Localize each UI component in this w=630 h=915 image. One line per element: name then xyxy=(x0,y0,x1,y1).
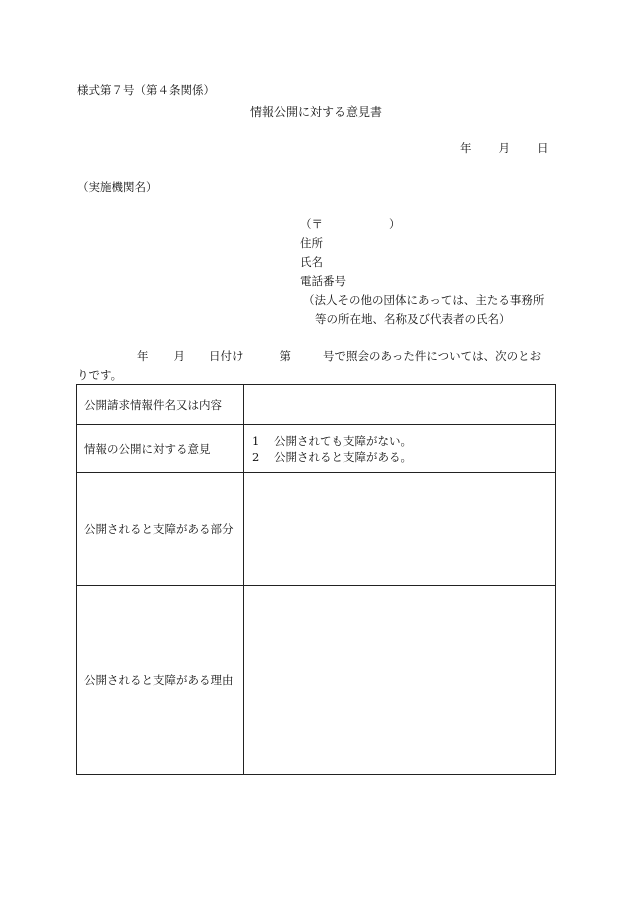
table-row-hindrance-reason xyxy=(77,586,556,775)
option-number: 1 xyxy=(252,433,260,448)
phone-field[interactable]: 電話番号 xyxy=(300,274,346,288)
address-field[interactable]: 住所 xyxy=(300,236,323,250)
ref-year: 年 xyxy=(137,349,149,363)
form-number: 様式第７号（第４条関係） xyxy=(77,83,215,97)
date-line xyxy=(460,143,549,155)
opinion-table xyxy=(76,384,556,775)
opinion-label: 情報の公開に対する意見 xyxy=(77,425,244,473)
date-year-label: 年 xyxy=(460,141,472,155)
subject-label: 公開請求情報件名又は内容 xyxy=(77,385,244,425)
option-number: 2 xyxy=(252,449,260,464)
ref-line1-rest: 号で照会のあった件については、次のとお xyxy=(323,349,542,363)
ref-number-prefix: 第 xyxy=(279,349,291,363)
postal-code-field[interactable] xyxy=(300,219,401,231)
hindrance-part-input[interactable] xyxy=(244,473,556,586)
name-field[interactable]: 氏名 xyxy=(300,255,323,269)
ref-day: 日付け xyxy=(209,349,244,363)
option-text: 公開されても支障がない。 xyxy=(274,433,412,448)
subject-input[interactable] xyxy=(244,385,556,425)
hindrance-part-label: 公開されると支障がある部分 xyxy=(77,473,244,586)
hindrance-reason-label: 公開されると支障がある理由 xyxy=(77,586,244,775)
option-no-hindrance[interactable] xyxy=(252,433,555,449)
opinion-options xyxy=(244,425,556,473)
document-title: 情報公開に対する意見書 xyxy=(250,105,383,119)
date-day-label: 日 xyxy=(537,141,549,155)
agency-name: （実施機関名） xyxy=(77,180,158,194)
date-month-label: 月 xyxy=(498,141,510,155)
option-text: 公開されると支障がある。 xyxy=(274,449,412,464)
ref-month: 月 xyxy=(173,349,185,363)
table-row-hindrance-part xyxy=(77,473,556,586)
hindrance-reason-input[interactable] xyxy=(244,586,556,775)
table-row-opinion xyxy=(77,425,556,473)
table-row-subject xyxy=(77,385,556,425)
option-hindrance[interactable] xyxy=(252,449,555,465)
corporation-note-line1: （法人その他の団体にあっては、主たる事務所 xyxy=(303,293,545,307)
postal-open: （〒 xyxy=(300,217,323,231)
corporation-note-line2: 等の所在地、名称及び代表者の氏名） xyxy=(315,312,511,326)
reference-line2: りです。 xyxy=(77,368,123,382)
postal-close: ） xyxy=(389,217,401,231)
reference-line1 xyxy=(137,351,541,363)
